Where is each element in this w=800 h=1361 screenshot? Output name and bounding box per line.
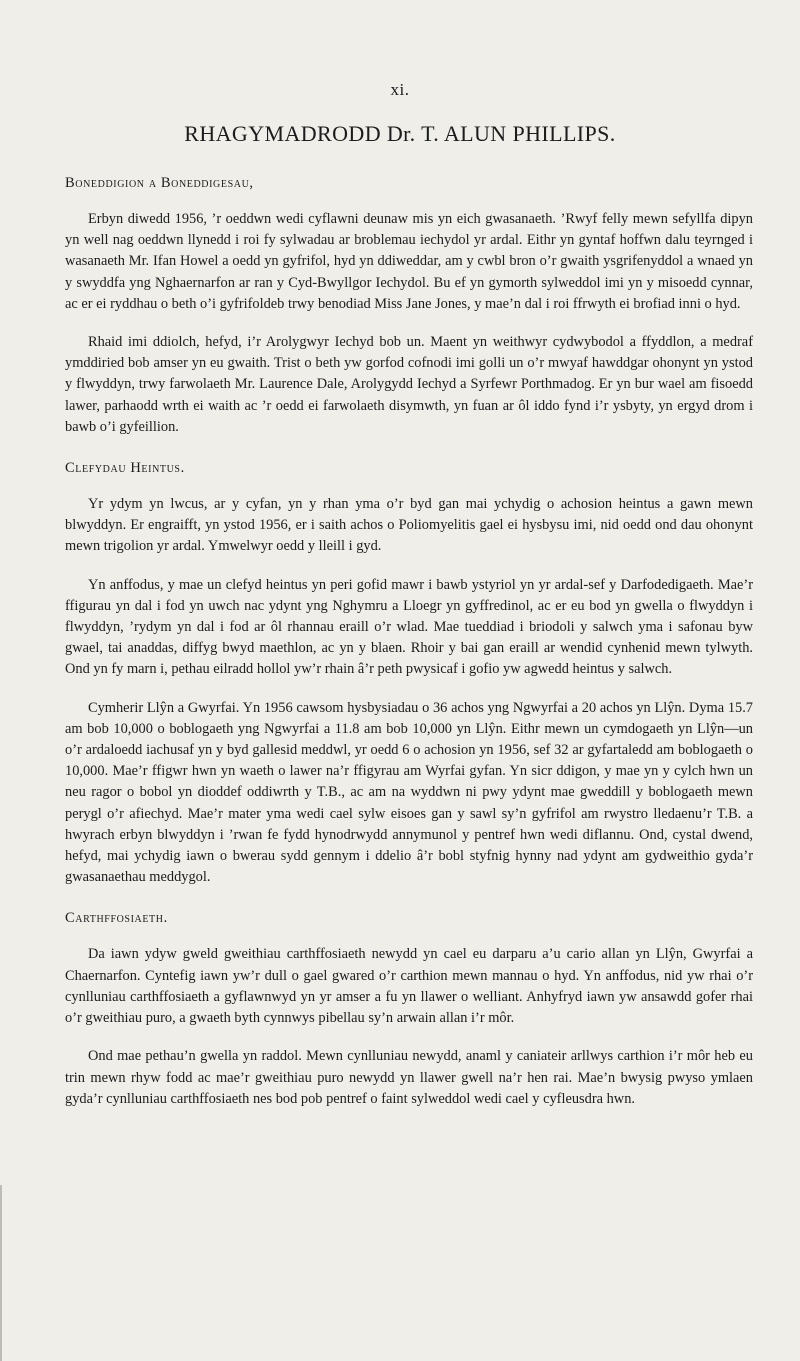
paragraph: Erbyn diwedd 1956, ’r oeddwn wedi cyflawni deunaw mis yn eich gwasanaeth. ’Rwyf felly mewn sefyllfa dipyn yn well nag oeddwn llynedd i roi fy sylwadau ar broblemau iechydol yr ardal. Eithr yn gyntaf hoffwn dalu teyrnged i wasanaeth Mr. Ifan Howel a oedd yn gyfrifol, hyd yn ddiweddar, am y cwbl bron o’r gwaith ysgrifenyddol a wnaed yn y swyddfa yng Nghaernarfon ar ran y Cyd-Bwyllgor Iechydol. Bu ef yn gymorth sylweddol imi yn y misoedd cynnar, ac er ei ryddhau o beth o’i gyfrifoldeb trwy benodiad Miss Jane Jones, y mae’n dal i roi ffrwyth ei brofiad inni o hyd. <box>65 211 753 312</box>
section-heading: Boneddigion a Boneddigesau, <box>65 175 254 191</box>
section-heading: Clefydau Heintus. <box>65 460 185 477</box>
section-heading: Carthffosiaeth. <box>65 910 168 927</box>
paragraph: Ond mae pethau’n gwella yn raddol. Mewn cynlluniau newydd, anaml y caniateir arllwys carthion i’r môr heb eu trin mewn rhyw fodd ac mae’r gweithiau puro newydd yn llawer gwell na’r hen rai. Mae’n bwysig pwyso ymlaen gyda’r cynlluniau carthffosiaeth nes bod pob pentref o faint sylweddol wedi cael y cyfleusdra hwn. <box>65 1048 753 1107</box>
paragraph: Yn anffodus, y mae un clefyd heintus yn peri gofid mawr i bawb ystyriol yn yr ardal-sef y Darfodedigaeth. Mae’r ffigurau yn dal i fod yn uwch nac ydynt yng Nghymru a Lloegr yn gyffredinol, ac er eu bod yn gwella o flwyddyn i flwyddyn, ’rydym yn dal i fod ar ôl rhannau eraill o’r wlad. Mae tueddiad i briodoli y salwch yma i safonau byw gwael, tai anaddas, diffyg bwyd maethlon, ac yn y blaen. Rhoir y bai gan eraill ar wendid cynhenid mewn tylwyth. Ond yn fy marn i, pethau eilradd hollol yw’r rhain â’r peth pwysicaf i gofio yw agwedd heintus y salwch. <box>65 576 753 678</box>
section-sewerage <box>65 910 753 1109</box>
page-number: xi. <box>390 80 410 99</box>
section-infectious-diseases <box>65 460 753 888</box>
page-title: RHAGYMADRODD Dr. T. ALUN PHILLIPS. <box>184 121 616 146</box>
paragraph: Cymherir Llŷn a Gwyrfai. Yn 1956 cawsom hysbysiadau o 36 achos yng Ngwyrfai a 20 achos yn Llŷn. Dyma 15.7 am bob 10,000 o boblogaeth yng Ngwyrfai a 11.8 am bob 10,000 yn Llŷn. Eithr mewn un cymdogaeth yn Llŷn—un o’r ardaloedd iachusaf yn y byd gallesid meddwl, yr oedd 6 o achosion yn 1956, sef 32 ar gyfartaledd am boblogaeth o 10,000. Mae’r ffigwr hwn yn waeth o lawer na’r ffigyrau am Wyrfai gyfan. Yn sicr ddigon, y mae yn y cylch hwn un neu ragor o bobol yn dioddef oddiwrth y T.B., ac am na wyddwn ni pwy ydynt mae gweddill y boblogaeth mewn perygl o’r afiechyd. Mae’r mater yma wedi cael sylw eisoes gan y sawl sy’n gyfrifol am rwystro lledaenu’r T.B. a hwyrach erbyn blwyddyn i ’rwan fe fydd hynodrwydd annymunol y pentref hwn wedi diflannu. Ond, cystal dwend, hefyd, mai ychydig iawn o bwerau sydd gennym i ddelio â’r bobl styfnig hynny nad ydynt am gydweithio gyda’r gwasanaethau meddygol. <box>65 699 753 886</box>
section-greeting <box>65 175 753 438</box>
paragraph: Rhaid imi ddiolch, hefyd, i’r Arolygwyr Iechyd bob un. Maent yn weithwyr cydwybodol a ffyddlon, a medraf ymddiried bob amser yn eu gwaith. Trist o beth yw gorfod cofnodi imi golli un o’r mwyaf hawddgar ohonynt yn ystod y flwyddyn, trwy farwolaeth Mr. Laurence Dale, Arolygydd Iechyd a Syrfewr Porthmadog. Er yn bur wael am fisoedd lawer, parhaodd wrth ei waith ac ’r oedd ei farwolaeth disymwth, yn fuan ar ôl iddo fynd i’r ysbyty, yn ergyd drom i bawb o’i gyfeillion. <box>65 334 753 435</box>
document-body <box>65 175 753 1127</box>
paragraph: Da iawn ydyw gweld gweithiau carthffosiaeth newydd yn cael eu darparu a’u cario allan yn Llŷn, Gwyrfai a Chaernarfon. Cyntefig iawn yw’r dull o gael gwared o’r carthion mewn mannau o hyd. Yn anffodus, nid yw rhai o’r cynlluniau carthffosiaeth a gyflawnwyd yn yr amser a fu yn llawer o welliant. Anhyfryd iawn yw ansawdd gofer rhai o’r gweithiau puro, a gwaeth byth cynnwys pibellau sy’n arwain allan i’r môr. <box>65 946 753 1027</box>
paragraph: Yr ydym yn lwcus, ar y cyfan, yn y rhan yma o’r byd gan mai ychydig o achosion heintus a gawn mewn blwyddyn. Er engraifft, yn ystod 1956, er i saith achos o Poliomyelitis gael ei hysbysu imi, nid oedd ond dau ohonynt mewn trigolion yr ardal. Ymwelwyr oedd y lleill i gyd. <box>65 496 753 555</box>
scan-edge-mark <box>0 1185 2 1361</box>
